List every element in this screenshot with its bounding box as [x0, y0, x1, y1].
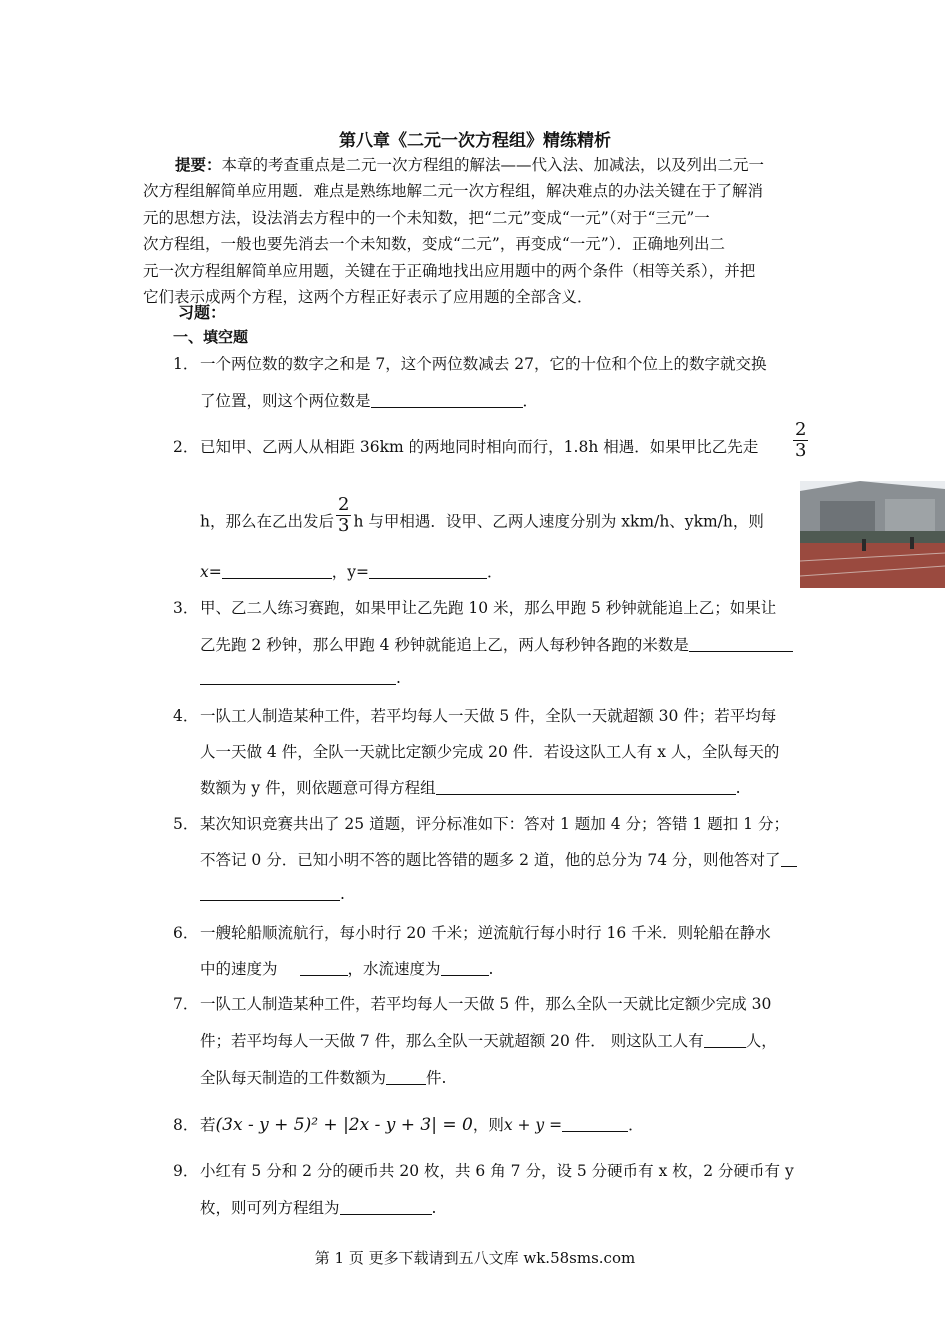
question-number: 2． [173, 438, 199, 456]
summary-line: 它们表示成两个方程，这两个方程正好表示了应用题的全部含义． [143, 288, 593, 307]
question-line: 中的速度为 ，水流速度为 . [200, 960, 494, 978]
fraction: $\frac{2}{3}$ [337, 494, 350, 536]
question-line: 人一天做 4 件，全队一天就比定额少完成 20 件．若设这队工人有 x 人，全队每天的 [200, 743, 780, 761]
summary-line: 元的思想方法，设法消去方程中的一个未知数，把“二元”变成“一元”（对于“三元”一 [143, 208, 710, 227]
question-number: 1． [173, 355, 199, 373]
question-line: 不答记 0 分．已知小明不答的题比答错的题多 2 道，他的总分为 74 分，则他答对了 [200, 848, 797, 870]
summary-line: 本章的考查重点是二元一次方程组的解法——代入法、加减法，以及列出二元一 [221, 156, 765, 174]
question-line: 某次知识竞赛共出了 25 道题，评分标准如下：答对 1 题加 4 分；答错 1 题扣 1 分； [200, 815, 789, 833]
question-number: 7． [173, 995, 199, 1013]
page-footer: 第 1 页 更多下载请到五八文库 wk.58sms.com [314, 1249, 636, 1267]
answer-blank[interactable] [200, 886, 340, 901]
summary-label: 提要： [175, 156, 222, 174]
answer-blank[interactable] [369, 564, 487, 579]
running-track-photo [800, 481, 945, 588]
question-line: . [200, 885, 345, 903]
question-number: 3． [173, 599, 199, 617]
answer-blank[interactable] [371, 393, 523, 408]
question-line: 全队每天制造的工件数额为 件. [200, 1069, 447, 1087]
question-line: 若(3x - y + 5)² + |2x - y + 3| = 0，则x + y = ． [200, 1115, 644, 1135]
question-line: 一队工人制造某种工件，若平均每人一天做 5 件，那么全队一天就比定额少完成 30 [200, 995, 772, 1013]
answer-blank[interactable] [441, 961, 489, 976]
exercises-heading: 习题： [178, 303, 227, 322]
answer-blank[interactable] [300, 961, 348, 976]
answer-blank[interactable] [340, 1200, 432, 1215]
question-line: 小红有 5 分和 2 分的硬币共 20 枚，共 6 角 7 分，设 5 分硬币有 x 枚，2 分硬币有 y [200, 1162, 794, 1180]
question-line: 乙先跑 2 秒钟，那么甲跑 4 秒钟就能追上乙，两人每秒钟各跑的米数是 [200, 633, 793, 655]
question-line: 枚，则可列方程组为 . [200, 1199, 437, 1217]
question-line: 一队工人制造某种工件，若平均每人一天做 5 件，全队一天就超额 30 件；若平均每 [200, 707, 777, 725]
answer-blank[interactable] [436, 780, 736, 795]
question-line: 已知甲、乙两人从相距 36km 的两地同时相向而行，1.8h 相遇．如果甲比乙先走 [200, 438, 759, 456]
summary-line: 次方程组，一般也要先消去一个未知数，变成“二元”，再变成“一元”）．正确地列出二 [143, 235, 725, 254]
answer-blank[interactable] [704, 1033, 746, 1048]
answer-blank[interactable] [689, 637, 793, 652]
question-number: 9． [173, 1162, 199, 1180]
answer-blank[interactable] [386, 1070, 426, 1085]
question-line: x= ，y= ． [200, 563, 503, 581]
question-line: 件；若平均每人一天做 7 件，那么全队一天就超额 20 件． 则这队工人有 人， [200, 1032, 777, 1050]
equation: (3x - y + 5)² + |2x - y + 3| = 0 [215, 1115, 473, 1135]
page-title: 第八章《二元一次方程组》精练精析 [339, 131, 611, 151]
summary-line: 元一次方程组解简单应用题，关键在于正确地找出应用题中的两个条件（相等关系），并把 [143, 261, 756, 280]
question-number: 6． [173, 924, 199, 942]
question-line: . [200, 669, 401, 687]
question-line: h，那么在乙出发后 $\frac{2}{3}$ h 与甲相遇．设甲、乙两人速度分别为 xkm/h、ykm/h，则 [200, 494, 764, 536]
question-line: 数额为 y 件，则依题意可得方程组 . [200, 779, 741, 797]
question-line: 一艘轮船顺流航行，每小时行 20 千米；逆流航行每小时行 16 千米．则轮船在静水 [200, 924, 771, 942]
question-line: 了位置，则这个两位数是 ． [200, 392, 539, 410]
question-number: 5． [173, 815, 199, 833]
answer-blank[interactable] [200, 670, 396, 685]
question-number: 8． [173, 1116, 199, 1134]
question-number: 4． [173, 707, 199, 725]
answer-blank[interactable] [781, 852, 797, 867]
answer-blank[interactable] [562, 1117, 628, 1132]
fraction: $\frac{2}{3}$ [795, 419, 807, 461]
summary-paragraph [143, 152, 815, 310]
summary-line: 次方程组解简单应用题．难点是熟练地解二元一次方程组，解决难点的办法关键在于了解消 [143, 182, 764, 201]
question-line: 一个两位数的数字之和是 7，这个两位数减去 27，它的十位和个位上的数字就交换 [200, 355, 767, 373]
section-heading: 一、填空题 [173, 328, 249, 346]
question-line: 甲、乙二人练习赛跑，如果甲让乙先跑 10 米，那么甲跑 5 秒钟就能追上乙；如果让 [200, 599, 777, 617]
equation: x + y = [503, 1116, 563, 1134]
answer-blank[interactable] [222, 564, 332, 579]
